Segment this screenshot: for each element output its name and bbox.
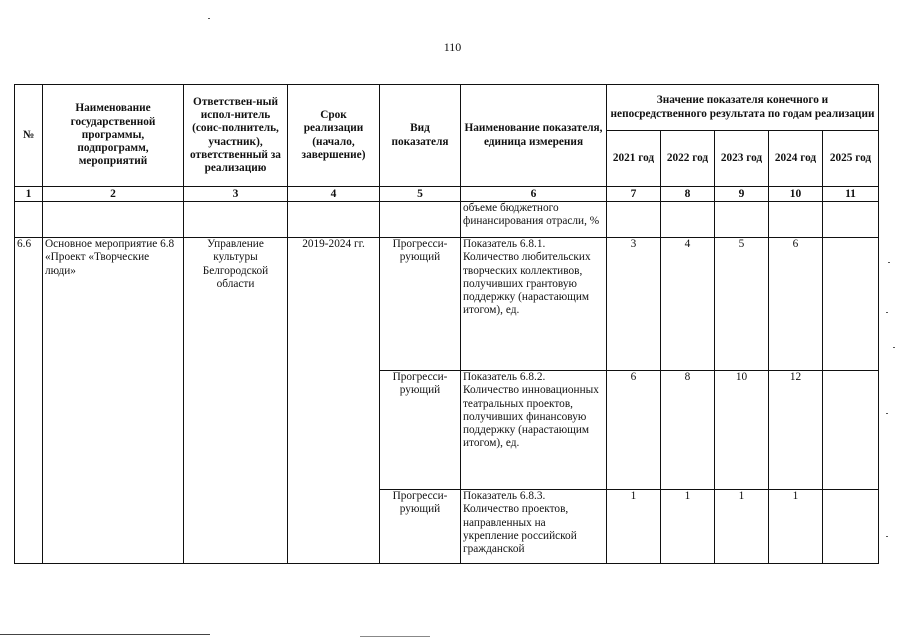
column-number: 7: [607, 187, 661, 202]
scan-speck: [886, 536, 888, 537]
value-2021: 3: [607, 238, 661, 371]
header-no: №: [15, 85, 43, 187]
scan-speck: [886, 413, 888, 414]
header-indicator: Наименование показателя, единица измерения: [461, 85, 607, 187]
header-values-group: Значение показателя конечного и непосредственного результата по годам реализации: [607, 85, 879, 131]
scan-edge-line: [0, 634, 210, 635]
column-number: 1: [15, 187, 43, 202]
header-year: 2021 год: [607, 131, 661, 187]
value-2025: [823, 490, 879, 564]
column-numbers-row: [15, 187, 879, 202]
column-number: 11: [823, 187, 879, 202]
measure-name: Основное мероприятие 6.8 «Проект «Творческие люди»: [43, 238, 184, 564]
continuation-row: [15, 202, 879, 238]
column-number: 2: [43, 187, 184, 202]
header-year: 2022 год: [661, 131, 715, 187]
header-year: 2025 год: [823, 131, 879, 187]
value-2023: 5: [715, 238, 769, 371]
indicator-type: Прогресси-рующий: [380, 238, 461, 371]
header-row: [15, 85, 879, 131]
value-2022: 4: [661, 238, 715, 371]
header-type: Вид показателя: [380, 85, 461, 187]
scan-edge-line: [360, 636, 430, 637]
value-2022: 8: [661, 371, 715, 490]
value-2021: 1: [607, 490, 661, 564]
value-2025: [823, 238, 879, 371]
scan-speck: [208, 18, 210, 19]
value-2024: 12: [769, 371, 823, 490]
value-2021: 6: [607, 371, 661, 490]
value-2023: 1: [715, 490, 769, 564]
column-number: 6: [461, 187, 607, 202]
value-2023: 10: [715, 371, 769, 490]
header-period: Срок реализации (начало, завершение): [288, 85, 380, 187]
implementation-period: 2019-2024 гг.: [288, 238, 380, 564]
column-number: 8: [661, 187, 715, 202]
indicator-type: Прогресси-рующий: [380, 371, 461, 490]
column-number: 9: [715, 187, 769, 202]
column-number: 5: [380, 187, 461, 202]
scan-speck: [888, 262, 890, 263]
responsible-executor: Управление культуры Белгородской области: [184, 238, 288, 564]
value-2025: [823, 371, 879, 490]
indicators-table: [14, 84, 879, 564]
indicator-name: Показатель 6.8.3. Количество проектов, направленных на укрепление российской гражданской: [461, 490, 607, 564]
header-responsible: Ответствен-ный испол-нитель (соис-полнитель, участник), ответственный за реализацию: [184, 85, 288, 187]
header-year: 2024 год: [769, 131, 823, 187]
header-name: Наименование государственной программы, подпрограмм, мероприятий: [43, 85, 184, 187]
column-number: 4: [288, 187, 380, 202]
value-2024: 1: [769, 490, 823, 564]
scan-speck: [893, 347, 895, 348]
scan-speck: [886, 312, 888, 313]
page-number: 110: [443, 40, 462, 54]
row-number: 6.6: [15, 238, 43, 564]
value-2022: 1: [661, 490, 715, 564]
header-year: 2023 год: [715, 131, 769, 187]
indicator-type: Прогресси-рующий: [380, 490, 461, 564]
indicator-name: Показатель 6.8.1. Количество любительских творческих коллективов, получивших грантовую поддержку (нарастающим итогом), ед.: [461, 238, 607, 371]
indicator-name: Показатель 6.8.2. Количество инновационных театральных проектов, получивших финансовую поддержку (нарастающим итогом), ед.: [461, 371, 607, 490]
value-2024: 6: [769, 238, 823, 371]
table-row: [15, 238, 879, 371]
column-number: 3: [184, 187, 288, 202]
indicator-name: объеме бюджетного финансирования отрасли, %: [461, 202, 607, 238]
column-number: 10: [769, 187, 823, 202]
